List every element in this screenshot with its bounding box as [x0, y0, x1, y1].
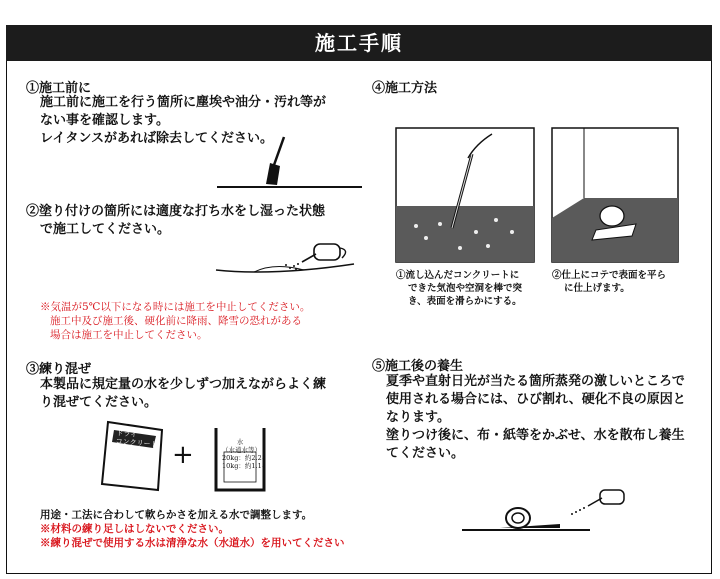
bucket-label [222, 438, 265, 470]
caution-line-1: ※気温が5℃以下になる時には施工を中止してください。 [40, 301, 311, 313]
dry-concrete-bag-illustration [100, 418, 170, 494]
step5-line-2: 使用される場合には、ひび割れ、硬化不良の原因と [386, 392, 686, 407]
step3-red-note-2: ※練り混ぜで使用する水は清浄な水（水道水）を用いてください [40, 537, 345, 549]
bucket-label-line-2: （水道水等） [222, 446, 261, 454]
step5-heading: ⑤施工後の養生 [372, 359, 464, 374]
step1-heading: ①施工前に [26, 81, 92, 96]
step2-line: で施工してください。 [40, 222, 171, 237]
trowel-illustration [552, 128, 680, 264]
step3-note: 用途・工法に合わして軟らかさを加える水で調整します。 [40, 509, 313, 521]
curing-illustration [460, 484, 630, 540]
bag-label-line-1: ドライ [116, 429, 138, 439]
plus-sign: + [172, 440, 194, 470]
caution-line-2: 施工中及び施工後、硬化前に降雨、降雪の恐れがある [50, 315, 302, 327]
step5-line-5: てください。 [386, 446, 465, 461]
rodding-illustration [396, 128, 536, 264]
brush-illustration [214, 135, 364, 191]
step4-heading: ④施工方法 [372, 81, 438, 96]
step4-caption2-line-1: ②仕上にコテで表面を平ら [552, 270, 667, 281]
page-title: 施工手順 [6, 25, 712, 61]
caution-line-3: 場合は施工を中止してください。 [50, 329, 208, 341]
step3-heading: ③練り混ぜ [26, 362, 92, 377]
step3-line-2: り混ぜてください。 [40, 395, 158, 410]
step1-line-3: レイタンスがあれば除去してください。 [40, 131, 273, 146]
step3-line-1: 本製品に規定量の水を少しずつ加えながらよく練 [40, 377, 327, 392]
step3-red-note-1: ※材料の練り足しはしないでください。 [40, 523, 229, 535]
step5-line-4: 塗りつけ後に、布・紙等をかぶせ、水を散布し養生 [386, 428, 685, 443]
step5-line-3: なります。 [386, 410, 450, 425]
bag-label-line-2: コンクリート [115, 437, 158, 449]
step4-caption2-line-2: に仕上げます。 [564, 283, 630, 294]
bucket-note-2: 10kg：約1.1ℓ [222, 462, 265, 470]
step2-heading: ②塗り付けの箇所には適度な打ち水をし湿った状態 [26, 204, 326, 219]
step4-caption1-line-2: できた気泡や空洞を棒で突 [408, 283, 523, 294]
step4-caption1-line-1: ①流し込んだコンクリートに [396, 270, 520, 281]
bucket-note-1: 20kg：約2.2ℓ [222, 454, 265, 462]
step1-line-2: ない事を確認します。 [40, 113, 169, 128]
step1-line-1: 施工前に施工を行う箇所に塵埃や油分・汚れ等が [40, 95, 327, 110]
watering-can-illustration [214, 238, 364, 288]
step5-line-1: 夏季や直射日光が当たる箇所蒸発の激しいところで [386, 374, 685, 389]
bucket-label-line-1: 水 [236, 438, 244, 446]
step4-caption1-line-3: き、表面を滑らかにする。 [408, 296, 522, 307]
